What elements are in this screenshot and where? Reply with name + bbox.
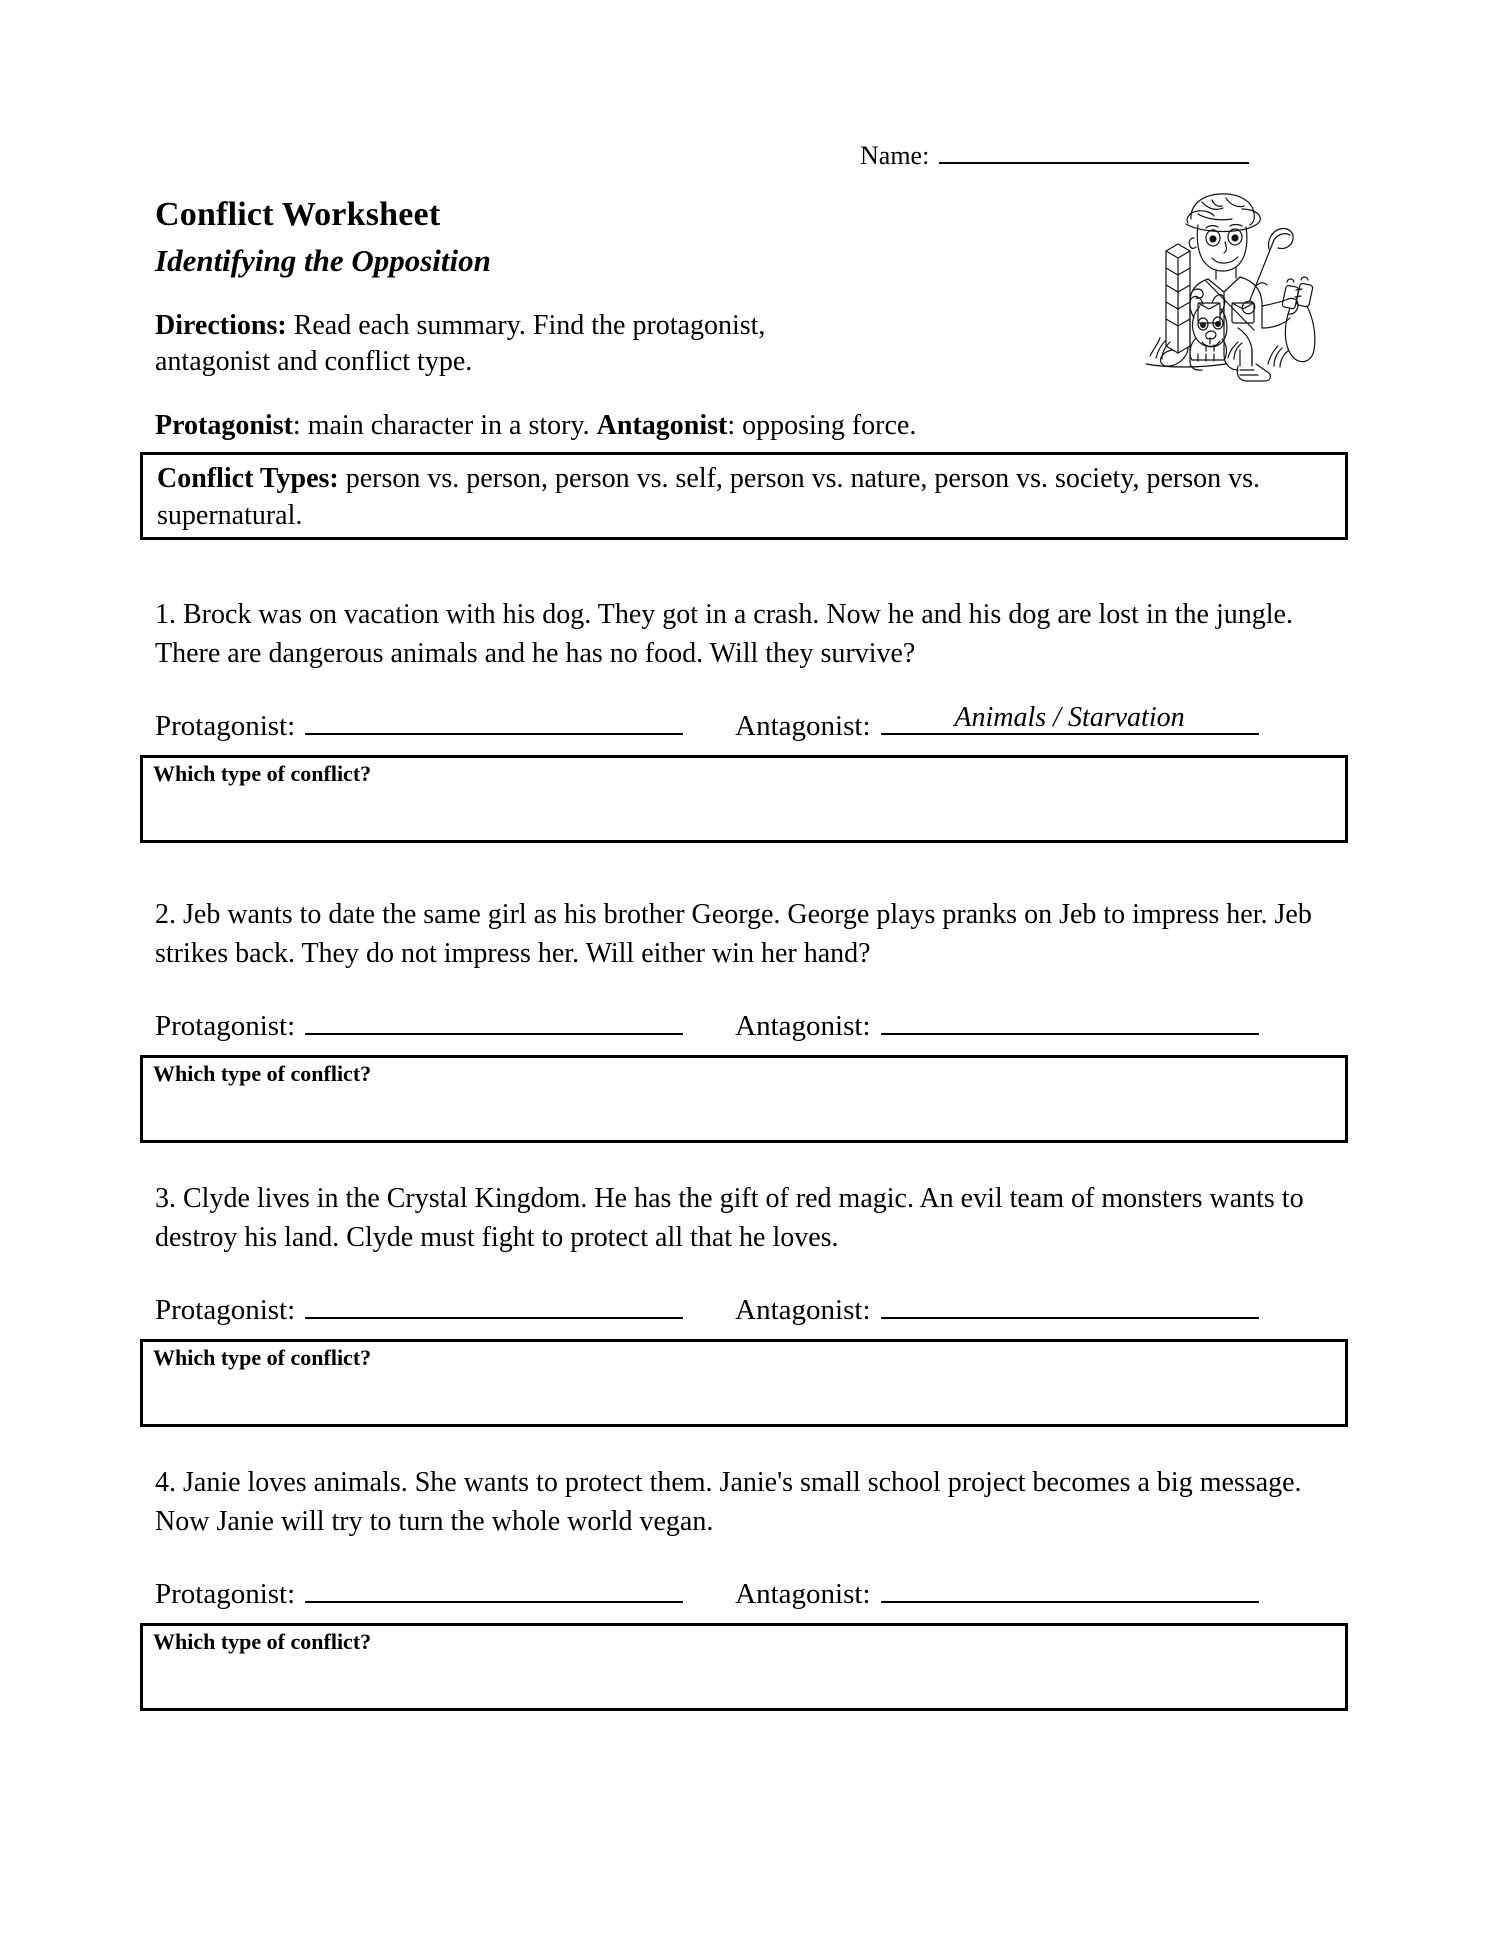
question-text-3: 3. Clyde lives in the Crystal Kingdom. He has the gift of red magic. An evil team of monsters wants to destroy his land. Clyde must fight to protect all that he loves. — [155, 1183, 1304, 1253]
conflict-types-text: person vs. person, person vs. self, person vs. nature, person vs. society, person vs. supernatural. — [157, 463, 1261, 531]
question-block-3 — [140, 1180, 1348, 1427]
protagonist-definition: : main character in a story. — [292, 410, 597, 441]
conflict-answer-box-1[interactable] — [140, 755, 1348, 843]
name-label: Name: — [860, 141, 930, 170]
antagonist-label-1: Antagonist: — [735, 710, 871, 743]
definitions-line — [155, 408, 1085, 444]
antagonist-label-4: Antagonist: — [735, 1578, 871, 1611]
which-conflict-label-1: Which type of conflict? — [153, 761, 372, 787]
antagonist-label-3: Antagonist: — [735, 1294, 871, 1327]
antagonist-label-2: Antagonist: — [735, 1010, 871, 1043]
directions-label: Directions: — [155, 310, 287, 341]
answer-row-2 — [155, 1003, 1348, 1043]
antagonist-input-2[interactable] — [881, 1003, 1259, 1035]
protagonist-label-4: Protagonist: — [155, 1578, 296, 1611]
question-text-2: 2. Jeb wants to date the same girl as his brother George. George plays pranks on Jeb to impress her. Jeb strikes back. They do not impress her. Will either win her hand? — [155, 899, 1312, 969]
which-conflict-label-3: Which type of conflict? — [153, 1345, 372, 1371]
answer-row-1 — [155, 703, 1348, 743]
conflict-answer-box-2[interactable] — [140, 1055, 1348, 1143]
page-title: Conflict Worksheet — [155, 196, 441, 233]
conflict-answer-box-3[interactable] — [140, 1339, 1348, 1427]
protagonist-input-1[interactable] — [305, 703, 683, 735]
antagonist-answer-1: Animals / Starvation — [954, 702, 1185, 734]
question-block-4 — [140, 1464, 1348, 1711]
directions-text: Read each summary. Find the protagonist, antagonist and conflict type. — [155, 310, 766, 378]
which-conflict-label-2: Which type of conflict? — [153, 1061, 372, 1087]
protagonist-label-2: Protagonist: — [155, 1010, 296, 1043]
which-conflict-label-4: Which type of conflict? — [153, 1629, 372, 1655]
antagonist-definition: : opposing force. — [727, 410, 917, 441]
page-subtitle: Identifying the Opposition — [155, 243, 491, 278]
conflict-types-box — [140, 452, 1348, 540]
question-block-1 — [140, 596, 1348, 843]
directions-paragraph — [155, 308, 855, 381]
question-text-4: 4. Janie loves animals. She wants to protect them. Janie's small school project becomes a big message. Now Janie will try to turn the whole world vegan. — [155, 1467, 1302, 1537]
protagonist-input-2[interactable] — [305, 1003, 683, 1035]
question-text-1: 1. Brock was on vacation with his dog. They got in a crash. Now he and his dog are lost in the jungle. There are dangerous animals and he has no food. Will they survive? — [155, 599, 1293, 669]
question-block-2 — [140, 896, 1348, 1143]
name-input-line[interactable] — [939, 140, 1249, 164]
antagonist-input-1[interactable] — [881, 703, 1259, 735]
antagonist-input-4[interactable] — [881, 1571, 1259, 1603]
antagonist-input-3[interactable] — [881, 1287, 1259, 1319]
protagonist-label-1: Protagonist: — [155, 710, 296, 743]
boy-with-dog-icon — [1128, 178, 1328, 393]
antagonist-term: Antagonist — [596, 410, 728, 441]
conflict-types-label: Conflict Types: — [157, 463, 339, 494]
name-field-row — [860, 140, 1249, 171]
protagonist-label-3: Protagonist: — [155, 1294, 296, 1327]
protagonist-input-3[interactable] — [305, 1287, 683, 1319]
conflict-answer-box-4[interactable] — [140, 1623, 1348, 1711]
answer-row-4 — [155, 1571, 1348, 1611]
protagonist-input-4[interactable] — [305, 1571, 683, 1603]
answer-row-3 — [155, 1287, 1348, 1327]
protagonist-term: Protagonist — [155, 410, 293, 441]
